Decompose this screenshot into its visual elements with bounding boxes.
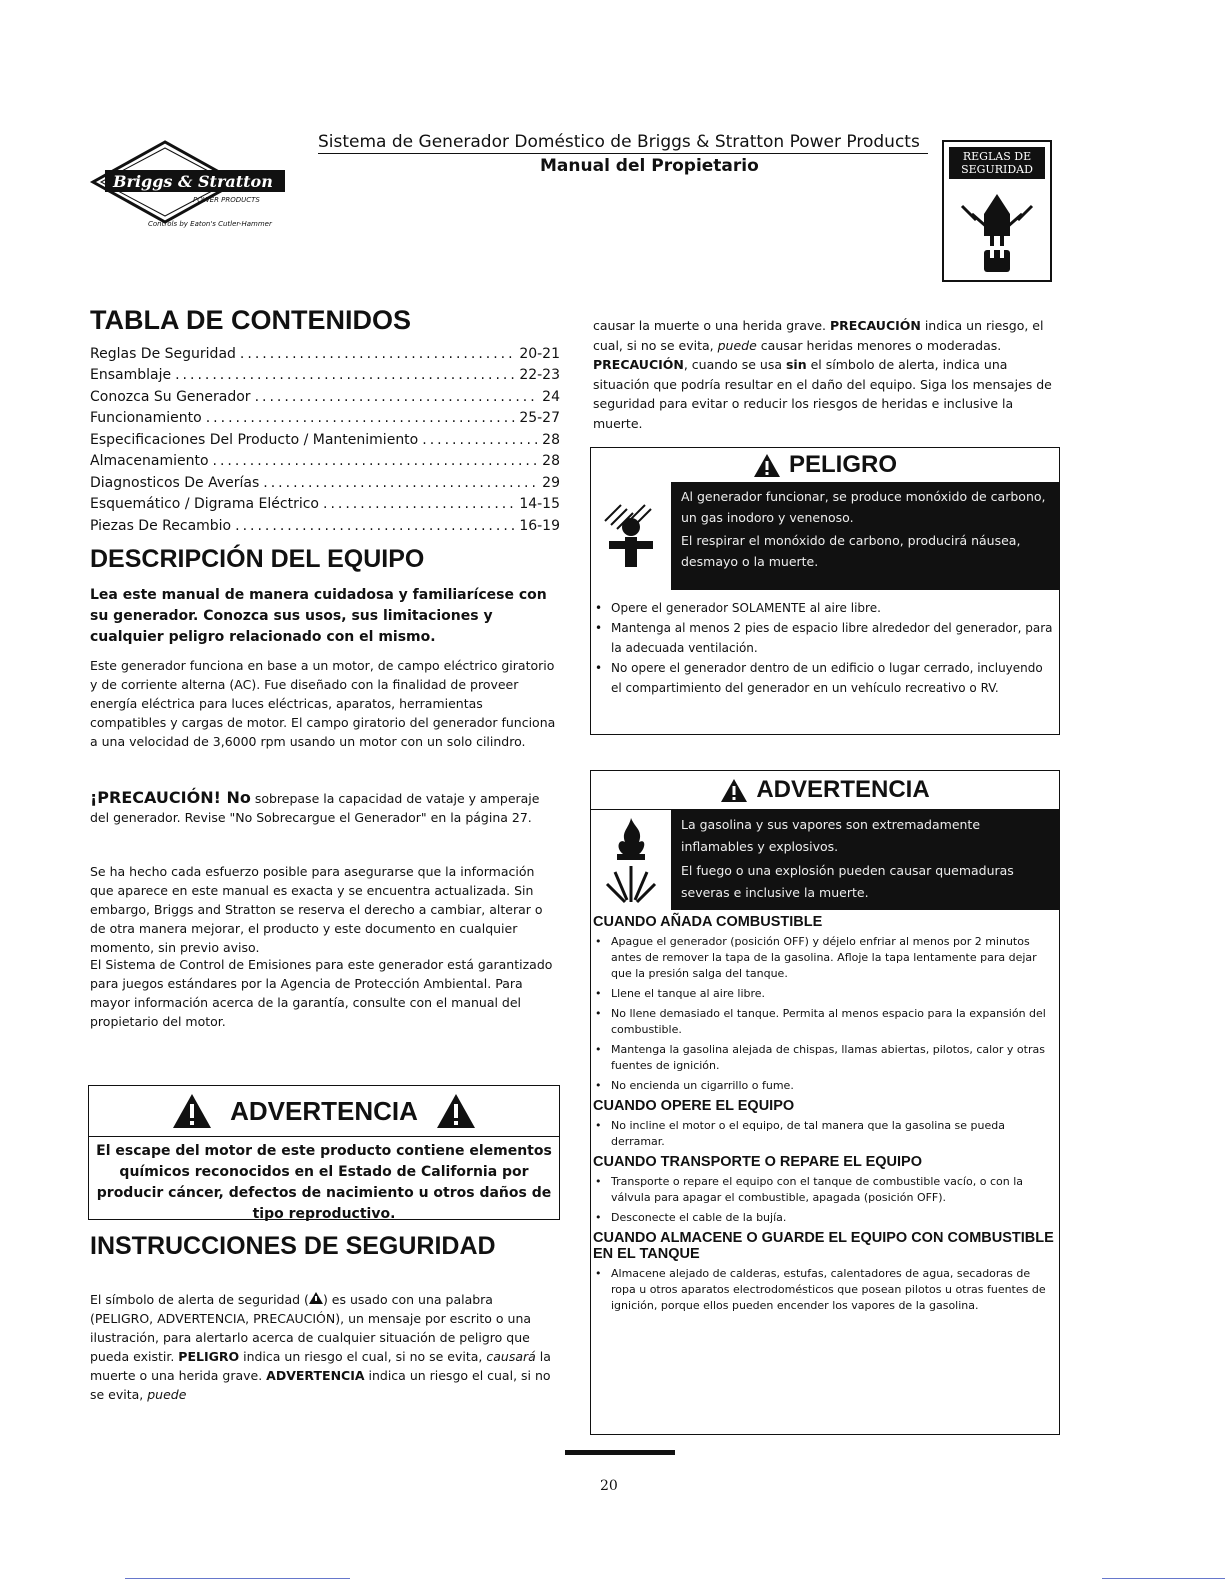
section-list [591, 1266, 1059, 1314]
toc-entry-name: Especificaciones Del Producto / Mantenimiento [90, 431, 419, 448]
toc-entry-page: 24 [542, 388, 560, 405]
toc-leader-dots [255, 389, 539, 405]
caution-label: ¡PRECAUCIÓN! No [90, 788, 251, 807]
logo-tagline: Controls by Eaton's Cutler-Hammer [148, 220, 272, 228]
footer-rule [1102, 1578, 1225, 1579]
toc-leader-dots [175, 367, 515, 383]
caution-text: sobrepase la capacidad de vataje y amperaje del generador. Revise "No Sobrecargue el Generador" en la página 27. [90, 791, 540, 825]
toc-leader-dots [240, 346, 515, 362]
description-intro: Lea este manual de manera cuidadosa y familiarícese con su generador. Conozca sus usos, sus limitaciones y cualquier peligro relacionado con el mismo. [90, 587, 547, 645]
toc-entry [90, 340, 560, 362]
toc-entry-page: 14-15 [519, 496, 560, 512]
danger-list [591, 590, 1059, 698]
caution-paragraph [90, 788, 560, 827]
description-body: Este generador funciona en base a un motor, de campo eléctrico giratorio y de corriente alterna (AC). Fue diseñado con la finalidad de proveer energía eléctrica para luces eléctricas, aparatos, herramientas compatibles y cargas de motor. El campo giratorio del generador funciona a una velocidad de 3,6000 rpm usando un motor con un solo cilindro. [90, 658, 556, 749]
danger-list-item: • No opere el generador dentro de un edificio o lugar cerrado, incluyendo el compartimiento del generador en un vehículo recreativo o RV. [591, 658, 1053, 698]
section-heading: CUANDO ALMACENE O GUARDE EL EQUIPO CON COMBUSTIBLE EN EL TANQUE [593, 1230, 1054, 1262]
header-title: Sistema de Generador Doméstico de Briggs & Stratton Power Products [318, 132, 928, 154]
toc-entry-page: 28 [542, 431, 560, 448]
logo-diamond-icon [85, 140, 315, 225]
gasoline-hazard [591, 810, 1059, 910]
toc-leader-dots [235, 518, 515, 534]
safety-rules-badge [942, 140, 1052, 282]
section-list [591, 934, 1059, 1094]
toc-entry [90, 491, 560, 513]
toc-entry-name: Funcionamiento [90, 410, 202, 426]
toc-entry-page: 29 [542, 474, 560, 491]
toc-entry-name: Piezas De Recambio [90, 517, 232, 534]
gasoline-hazard-text [671, 810, 1059, 910]
toc-entry-page: 28 [542, 453, 560, 469]
toc-entry-name: Reglas De Seguridad [90, 345, 236, 362]
header-subtitle: Manual del Propietario [540, 156, 759, 176]
badge-label: REGLAS DE SEGURIDAD [949, 147, 1045, 179]
section-heading: CUANDO TRANSPORTE O REPARE EL EQUIPO [593, 1154, 922, 1170]
danger-box [590, 447, 1060, 735]
toc-entry-page: 22-23 [519, 367, 560, 383]
section-list-item: • Desconecte el cable de la bujía. [591, 1210, 1053, 1226]
danger-list-item: • Mantenga al menos 2 pies de espacio libre alrededor del generador, para la adecuada ventilación. [591, 618, 1053, 658]
table-of-contents [90, 340, 560, 534]
toc-leader-dots [213, 453, 539, 469]
gasoline-warning-title: ADVERTENCIA [756, 776, 930, 803]
section-list-item: • Llene el tanque al aire libre. [591, 986, 1053, 1002]
section-list-item: • No llene demasiado el tanque. Permita al menos espacio para la expansión del combustible. [591, 1006, 1053, 1038]
section-heading: CUANDO OPERE EL EQUIPO [593, 1098, 795, 1114]
danger-hazard-text [671, 482, 1059, 590]
signal-words-paragraph: causar la muerte o una herida grave. PRECAUCIÓN indica un riesgo, el cual, si no se evita, puede causar heridas menores o moderadas. PRECAUCIÓN, cuando se usa sin el símbolo de alerta, indica una situación que podría resultar en el daño del equipo. Siga los mensajes de seguridad para evitar o reducir los riesgos de heridas e inclusive la muerte. [593, 318, 1052, 431]
toc-entry-page: 20-21 [519, 345, 560, 362]
section-list-item: • No encienda un cigarrillo o fume. [591, 1078, 1053, 1094]
toc-entry-name: Esquemático / Digrama Eléctrico [90, 496, 319, 512]
gasoline-warning-header [591, 771, 1059, 810]
hazard-statement: El respirar el monóxido de carbono, producirá náusea, desmayo o la muerte. [681, 533, 1021, 569]
gasoline-warning-box [590, 770, 1060, 1435]
page-number: 20 [600, 1478, 618, 1494]
alert-triangle-icon [753, 453, 781, 478]
electric-plug-icon [944, 184, 1050, 284]
logo-text: Briggs & Stratton [113, 172, 273, 191]
alert-triangle-icon [172, 1093, 212, 1129]
footer-rule [125, 1578, 350, 1579]
page-divider [565, 1450, 675, 1455]
gasoline-sections [591, 914, 1059, 1314]
toc-entry-name: Almacenamiento [90, 453, 209, 469]
fire-explosion-icon [601, 814, 661, 906]
alert-triangle-icon [436, 1093, 476, 1129]
toc-entry-page: 16-19 [519, 517, 560, 534]
section-list-item: • Apague el generador (posición OFF) y déjelo enfriar al menos por 2 minutos antes de remover la tapa de la gasolina. Afloje la tapa lentamente para dejar que la presión salga del tanque. [591, 934, 1053, 982]
toc-title: TABLA DE CONTENIDOS [90, 305, 411, 335]
danger-title: PELIGRO [788, 451, 897, 478]
section-list-item: • Mantenga la gasolina alejada de chispas, llamas abiertas, pilotos, calor y otras fuentes de ignición. [591, 1042, 1053, 1074]
toc-leader-dots [323, 496, 515, 512]
toxic-fumes-icon [599, 501, 663, 571]
hazard-statement: Al generador funcionar, se produce monóxido de carbono, un gas inodoro y venenoso. [681, 489, 1046, 525]
toc-leader-dots [263, 475, 538, 491]
toc-entry-name: Diagnosticos De Averías [90, 474, 260, 491]
safety-alert-symbol-icon [309, 1292, 323, 1304]
toc-leader-dots [206, 410, 516, 426]
danger-hazard [591, 482, 1059, 590]
accuracy-paragraph: Se ha hecho cada esfuerzo posible para asegurarse que la información que aparece en este manual es exacta y se encuentra actualizada. Sin embargo, Briggs and Stratton se reserva el derecho a cambiar, alterar o de otra manera mejorar, el producto y este documento en cualquier momento, sin previo aviso. [90, 864, 543, 955]
toc-entry [90, 405, 560, 427]
toc-entry-name: Ensamblaje [90, 367, 172, 383]
instructions-title: INSTRUCCIONES DE SEGURIDAD [90, 1232, 496, 1260]
toc-entry [90, 512, 560, 534]
logo-sub: POWER PRODUCTS [193, 196, 260, 204]
hazard-statement: El fuego o una explosión pueden causar quemaduras severas e inclusive la muerte. [681, 863, 1014, 900]
instructions-body: El símbolo de alerta de seguridad ( ) es usado con una palabra (PELIGRO, ADVERTENCIA, PRECAUCIÓN), un mensaje por escrito o una ilustración, para alertarlo acerca de cualquier situación de peligro que pueda existir. PELIGRO indica un riesgo el cual, si no se evita, causará la muerte o una herida grave. ADVERTENCIA indica un riesgo el cual, si no se evita, puede [90, 1292, 551, 1402]
alert-triangle-icon [720, 778, 748, 803]
hazard-statement: La gasolina y sus vapores son extremadamente inflamables y explosivos. [681, 817, 981, 854]
danger-header [591, 448, 1059, 482]
emissions-paragraph: El Sistema de Control de Emisiones para este generador está garantizado para juegos estándares por la Agencia de Protección Ambiental. Para mayor información acerca de la garantía, consulte con el manual del propietario del motor. [90, 957, 553, 1029]
toc-entry-name: Conozca Su Generador [90, 388, 251, 405]
section-list-item: • No incline el motor o el equipo, de tal manera que la gasolina se pueda derramar. [591, 1118, 1053, 1150]
section-list [591, 1118, 1059, 1150]
california-warning-header [89, 1086, 559, 1137]
toc-leader-dots [422, 432, 538, 448]
toc-entry [90, 469, 560, 491]
california-warning-title: ADVERTENCIA [230, 1095, 418, 1126]
danger-list-item: • Opere el generador SOLAMENTE al aire libre. [591, 598, 1053, 618]
description-title: DESCRIPCIÓN DEL EQUIPO [90, 545, 425, 573]
california-warning-text: El escape del motor de este producto contiene elementos químicos reconocidos en el Estado de California por producir cáncer, defectos de nacimiento u otros daños de tipo reproductivo. [96, 1143, 552, 1222]
toc-entry [90, 448, 560, 470]
toc-entry [90, 426, 560, 448]
california-warning-box [88, 1085, 560, 1220]
toc-entry [90, 383, 560, 405]
toc-entry [90, 362, 560, 384]
section-list-item: • Transporte o repare el equipo con el tanque de combustible vacío, o con la válvula para apagar el combustible, apagada (posición OFF). [591, 1174, 1053, 1206]
toc-entry-page: 25-27 [519, 410, 560, 426]
section-list [591, 1174, 1059, 1226]
section-list-item: • Almacene alejado de calderas, estufas, calentadores de agua, secadoras de ropa u otros aparatos electrodomésticos que posean pilotos u otras fuentes de ignición, porque ellos pueden encender los vapores de la gasolina. [591, 1266, 1053, 1314]
section-heading: CUANDO AÑADA COMBUSTIBLE [593, 914, 823, 930]
